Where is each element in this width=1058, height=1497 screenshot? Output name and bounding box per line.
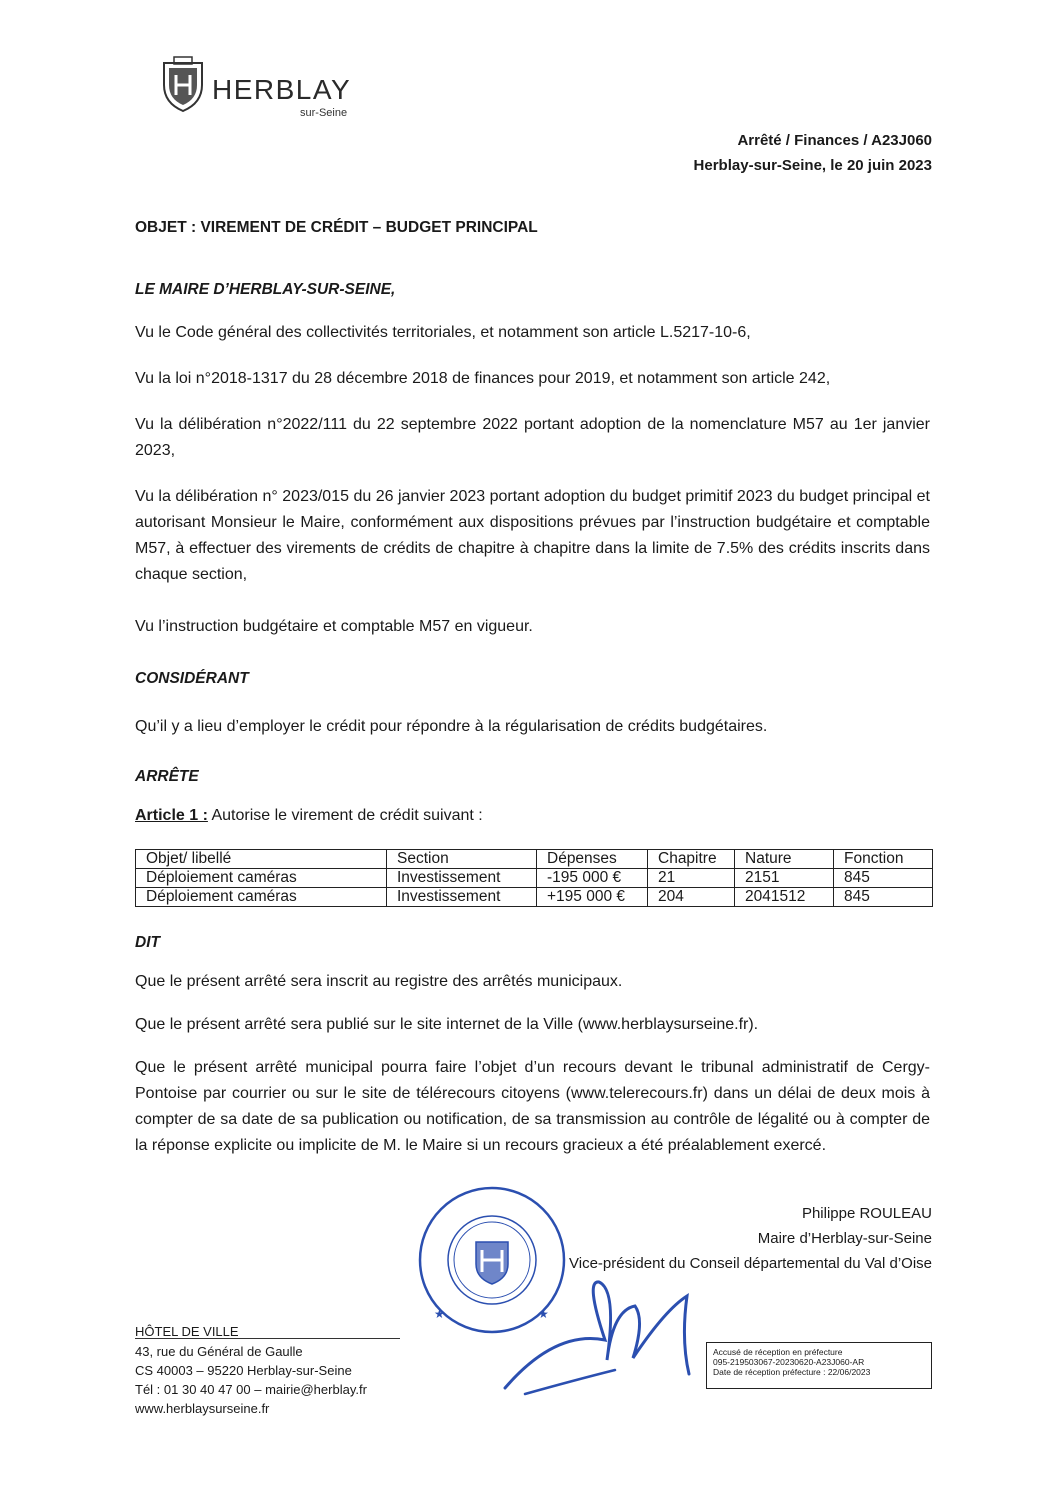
decree-object: OBJET : VIREMENT DE CRÉDIT – BUDGET PRINCIPAL <box>135 219 538 236</box>
logo-wordmark: HERBLAY <box>212 74 352 105</box>
footer-address-1: 43, rue du Général de Gaulle <box>135 1344 303 1359</box>
consideration-m57-instruction: Vu l’instruction budgétaire et comptable M57 en vigueur. <box>135 618 533 635</box>
receipt-line: Accusé de réception en préfecture <box>713 1347 843 1357</box>
footer-website: www.herblaysurseine.fr <box>135 1401 270 1416</box>
arrete-heading: ARRÊTE <box>135 768 199 785</box>
article-1-text: Autorise le virement de crédit suivant : <box>207 807 483 824</box>
prefecture-receipt-box <box>706 1342 932 1389</box>
table-cell: Déploiement caméras <box>136 869 387 888</box>
footer-divider <box>135 1338 400 1339</box>
table-cell: +195 000 € <box>537 888 648 907</box>
table-cell: Déploiement caméras <box>136 888 387 907</box>
table-cell: -195 000 € <box>537 869 648 888</box>
table-cell: 21 <box>648 869 735 888</box>
table-header-cell: Fonction <box>834 850 933 869</box>
decree-place-date: Herblay-sur-Seine, le 20 juin 2023 <box>693 157 932 174</box>
footer-heading: HÔTEL DE VILLE <box>135 1324 239 1339</box>
consideration-deliberation-2022: Vu la délibération n°2022/111 du 22 septembre 2022 portant adoption de la nomenclature M57 au 1er janvier 2023, <box>135 416 930 459</box>
article-1-label: Article 1 : <box>135 807 208 824</box>
credit-transfer-table <box>135 849 933 907</box>
signatory-role: Vice-président du Conseil départemental du Val d’Oise <box>569 1255 932 1272</box>
dit-item-register: Que le présent arrêté sera inscrit au registre des arrêtés municipaux. <box>135 973 623 990</box>
authority-heading: LE MAIRE D’HERBLAY-SUR-SEINE, <box>135 281 396 298</box>
table-header-cell: Objet/ libellé <box>136 850 387 869</box>
table-header-row <box>136 850 933 869</box>
receipt-line: 095-219503067-20230620-A23J060-AR <box>713 1357 865 1367</box>
table-cell: Investissement <box>387 888 537 907</box>
table-header-cell: Chapitre <box>648 850 735 869</box>
footer-phone-email: Tél : 01 30 40 47 00 – mairie@herblay.fr <box>135 1382 367 1397</box>
article-1 <box>135 803 930 829</box>
city-coat-of-arms-icon <box>160 55 206 113</box>
table-cell: Investissement <box>387 869 537 888</box>
signatory-name: Philippe ROULEAU <box>801 1205 932 1222</box>
dit-heading: DIT <box>135 934 160 951</box>
footer-address-2: CS 40003 – 95220 Herblay-sur-Seine <box>135 1363 352 1378</box>
table-header-cell: Nature <box>735 850 834 869</box>
table-cell: 2151 <box>735 869 834 888</box>
consideration-cgct: Vu le Code général des collectivités territoriales, et notamment son article L.5217-10-6, <box>135 324 751 341</box>
receipt-line: Date de réception préfecture : 22/06/2023 <box>713 1367 871 1377</box>
considerant-heading: CONSIDÉRANT <box>135 670 249 687</box>
table-header-cell: Dépenses <box>537 850 648 869</box>
table-cell: 204 <box>648 888 735 907</box>
decree-reference: Arrêté / Finances / A23J060 <box>737 132 932 149</box>
dit-item-publication: Que le présent arrêté sera publié sur le site internet de la Ville (www.herblaysurseine.fr). <box>135 1016 759 1033</box>
logo-subtitle: sur-Seine <box>300 107 348 119</box>
svg-text:★: ★ <box>434 1307 445 1321</box>
signatory-title: Maire d’Herblay-sur-Seine <box>757 1230 932 1247</box>
table-cell: 845 <box>834 888 933 907</box>
handwritten-signature <box>495 1270 705 1400</box>
consideration-law-2018: Vu la loi n°2018-1317 du 28 décembre 2018 de finances pour 2019, et notamment son article 242, <box>135 370 831 387</box>
table-row <box>136 869 933 888</box>
consideration-deliberation-2023: Vu la délibération n° 2023/015 du 26 janvier 2023 portant adoption du budget primitif 2023 du budget principal et autorisant Monsieur le Maire, conformément aux dispositions prévues par l’instruction budgétaire et comptable M57, à effectuer des virements de crédits de chapitre à chapitre dans la limite de 7.5% des crédits inscrits dans chaque section, <box>135 488 930 583</box>
table-cell: 2041512 <box>735 888 834 907</box>
table-cell: 845 <box>834 869 933 888</box>
table-header-cell: Section <box>387 850 537 869</box>
considerant-text: Qu’il y a lieu d’employer le crédit pour répondre à la régularisation de crédits budgétaires. <box>135 718 768 735</box>
table-row <box>136 888 933 907</box>
dit-item-appeal: Que le présent arrêté municipal pourra faire l’objet d’un recours devant le tribunal administratif de Cergy-Pontoise par courrier ou sur le site de télérecours citoyens (www.telerecours.fr) dans un délai de deux mois à compter de sa date de sa publication ou notification, de sa transmission au contrôle de légalité ou à compter de la réponse explicite ou implicite de M. le Maire si un recours gracieux a été préalablement exercé. <box>135 1059 930 1154</box>
svg-text:★: ★ <box>538 1307 549 1321</box>
